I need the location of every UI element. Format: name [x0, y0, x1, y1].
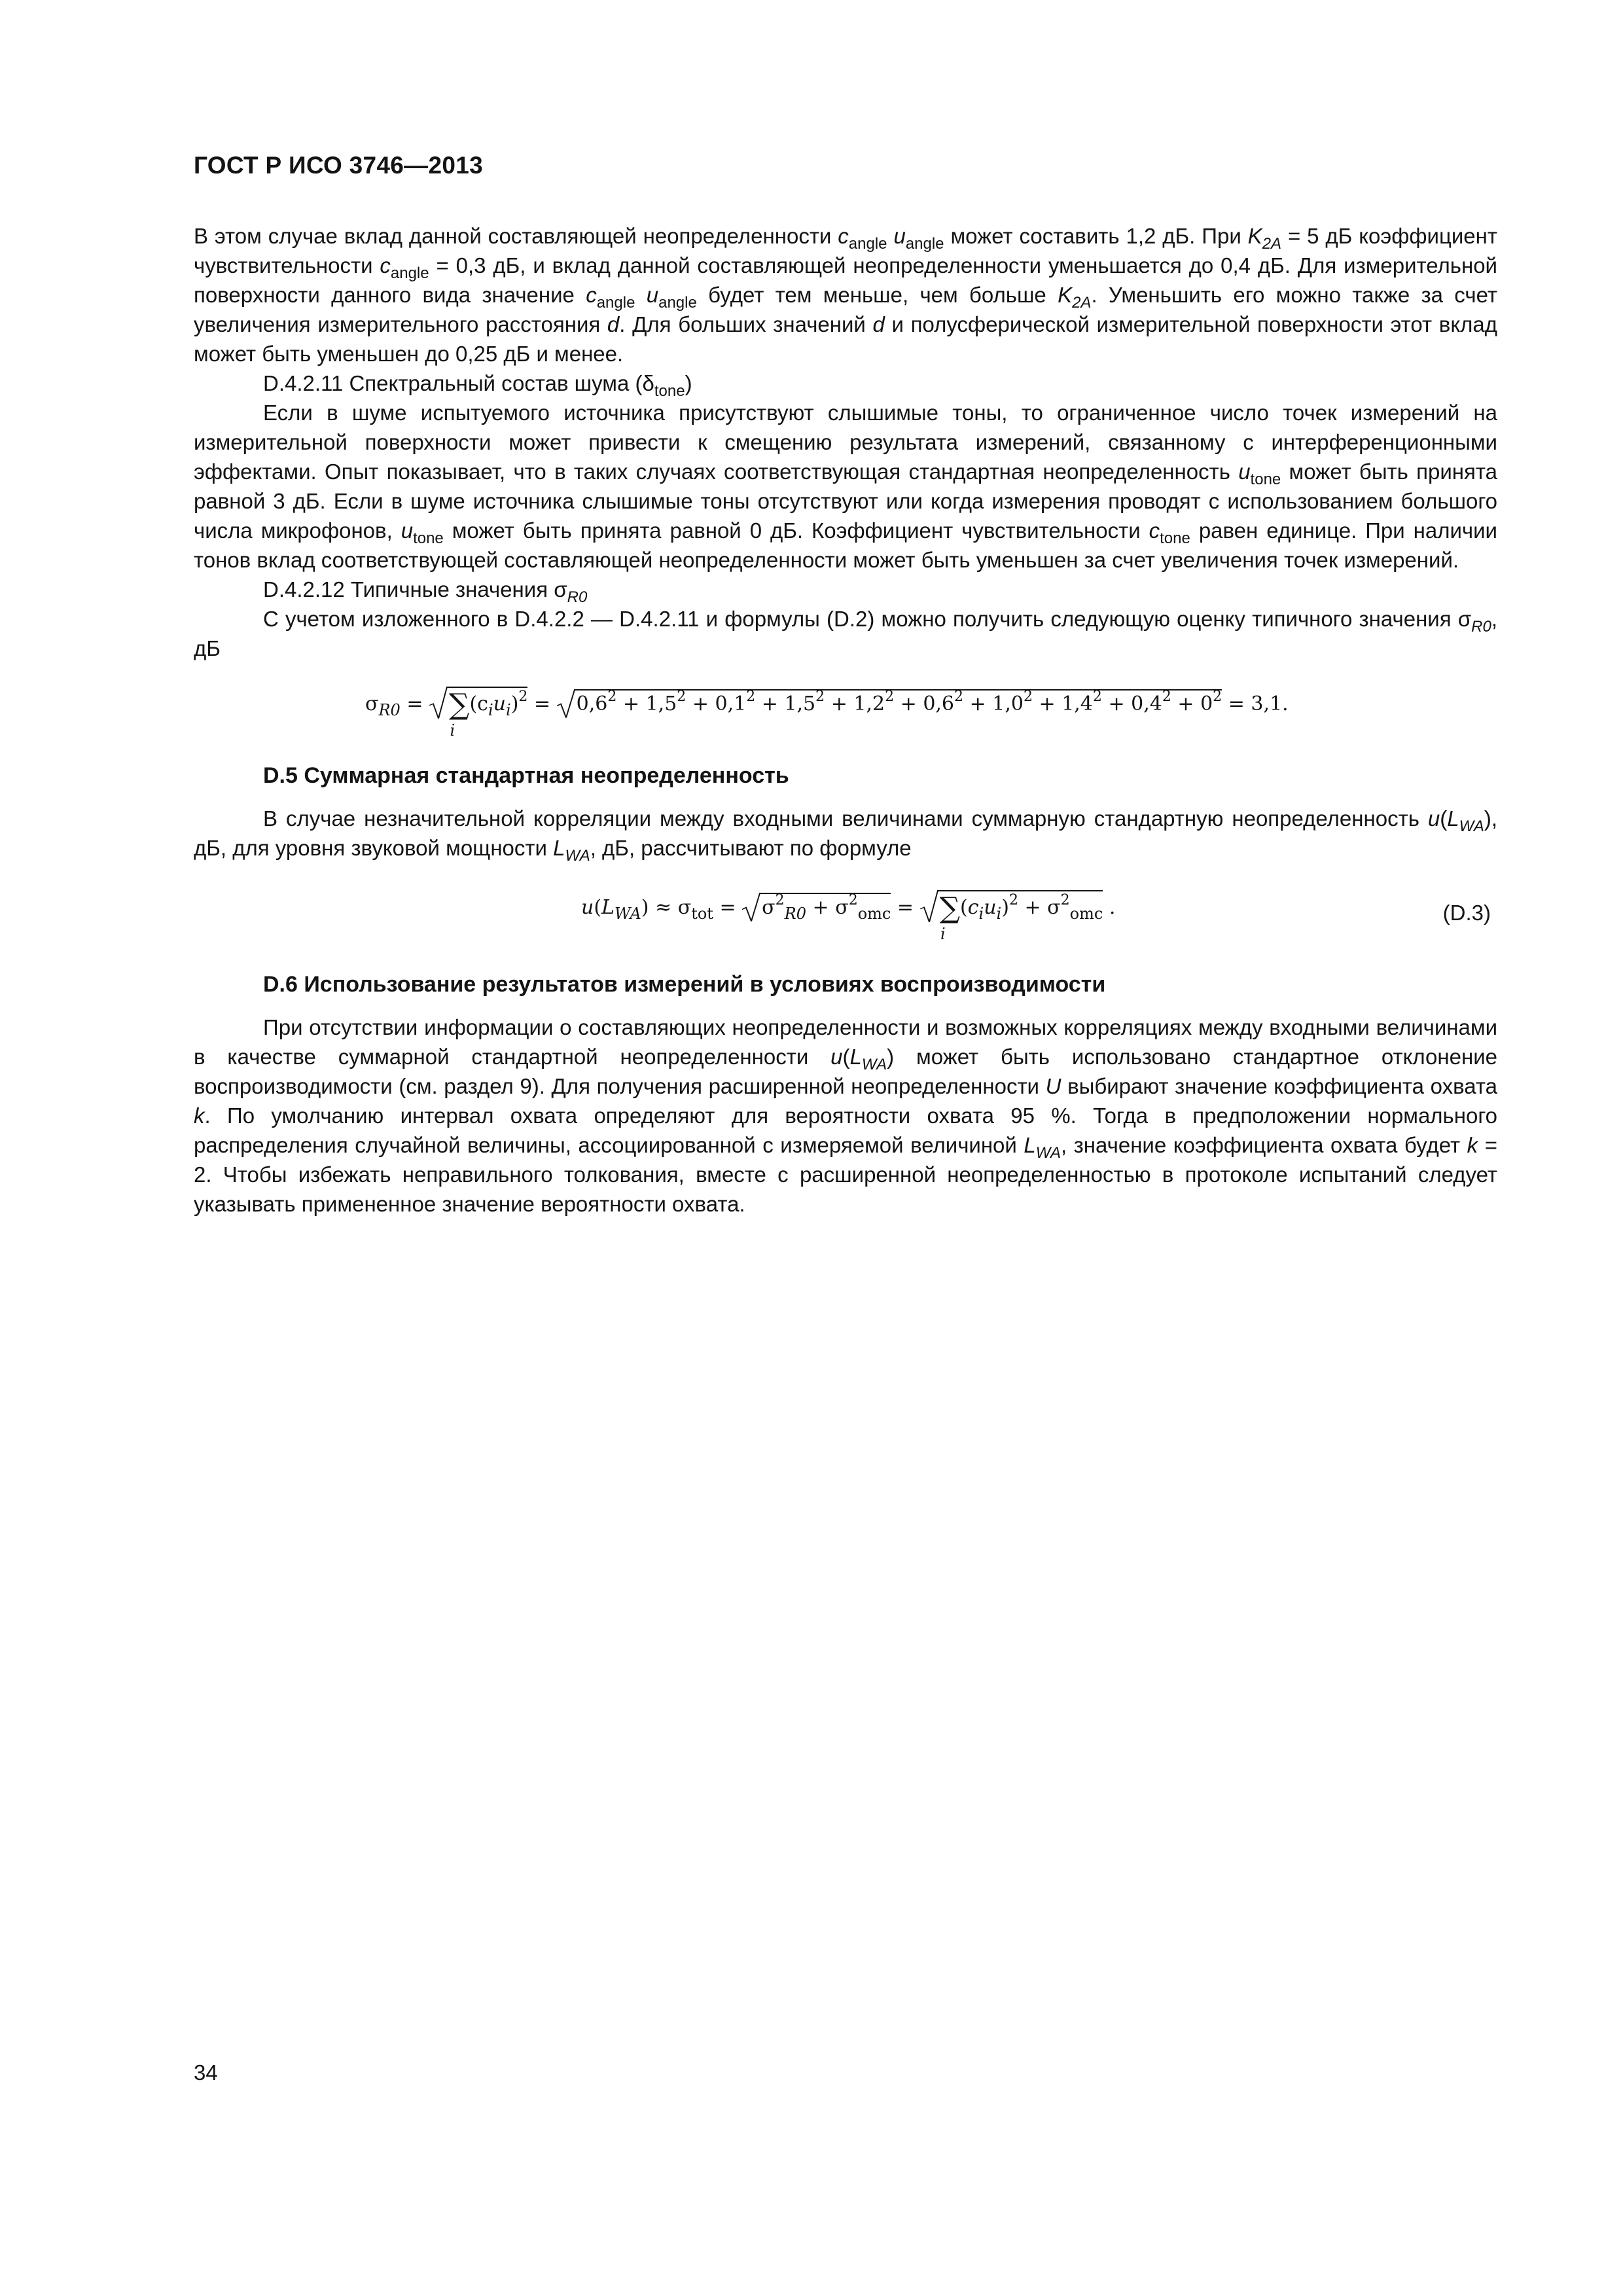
clause-title-4-2-11: D.4.2.11 Спектральный состав шума $(\delta_{tone})$: [263, 371, 692, 400]
section-heading-d6: D.6 Использование результатов измерений в условиях воспроизводимости: [263, 972, 1106, 997]
term-value: 1,5: [645, 692, 677, 715]
paragraph-angle-contribution: В этом случае вклад данной составляющей неопределенности $c_{angle}$ $u_{angle}$ может составить 1,2 дБ. При $K_{2A} = 5$ дБ коэффициент чувствительности $c_{angle} = 0,3$ дБ, и вклад данной составляющей неопределенности уменьшается до 0,4 дБ. Для измерительной поверхности данного вида значение $c_{angle}$ $u_{angle}$ будет тем меньше, чем больше $K_{2A}$. Уменьшить его можно также за счет увеличения измерительного расстояния d. Для больших значений d и полусферической измерительной поверхности этот вклад может быть уменьшен до 0,25 дБ и менее.: [194, 224, 1497, 366]
plus-sign: +: [894, 692, 923, 715]
plus-sign: +: [1101, 692, 1132, 715]
formula-sigma-r0: $\sigma_{R0}$ = ∑ i $(c_iu_i)^2$ = $0,6^2 + 1,5^2 + 0,1^2 + 1,5^2 + 1,2^2 + 0,6^2 + 1,0^2 + 1,4^2 + 0,4^2 + 0^2 = 3,1$.: [365, 688, 1289, 740]
term-value: 0,6: [576, 692, 608, 715]
term-value: 0,4: [1131, 692, 1162, 715]
summation-icon: ∑: [939, 891, 960, 925]
plus-sign: +: [755, 692, 785, 715]
document-header: ГОСТ Р ИСО 3746—2013: [194, 152, 483, 179]
section-heading-d5: D.5 Суммарная стандартная неопределенность: [263, 763, 789, 788]
plus-sign: +: [616, 692, 646, 715]
term-value: 0,1: [715, 692, 747, 715]
term-value: 1,4: [1061, 692, 1093, 715]
squared-terms: [576, 689, 1222, 715]
term-exponent: 2: [746, 689, 756, 705]
clause-title-4-2-12: D.4.2.12 Типичные значения $\sigma_{R0}$: [263, 577, 588, 606]
paragraph-combined-uncertainty: В случае незначительной корреляции между входными величинами суммарную стандартную неопределенность $u(L_{WA})$, дБ, для уровня звуковой мощности $L_{WA}$, дБ, рассчитывают по формуле: [194, 806, 1497, 865]
page-number: 34: [194, 2060, 218, 2085]
equation-number: (D.3): [1442, 901, 1491, 925]
square-root-sum: ∑ i $(c_iu_i)^2$: [429, 687, 527, 719]
plus-sign: +: [686, 692, 715, 715]
radical-sign-icon: [557, 689, 575, 719]
term-exponent: 2: [1023, 689, 1033, 705]
term-value: 1,5: [784, 692, 816, 715]
term-value: 0: [1200, 692, 1213, 715]
term-exponent: 2: [954, 689, 964, 705]
term-exponent: 2: [1092, 689, 1102, 705]
summation-icon: ∑: [449, 688, 470, 721]
page-content: [194, 221, 1497, 1219]
plus-sign: +: [1171, 692, 1201, 715]
paragraph-reproducibility: При отсутствии информации о составляющих неопределенности и возможных корреляциях между входными величинами в качестве суммарной стандартной неопределенности $u(L_{WA})$ может быть использовано стандартное отклонение воспроизводимости (см. раздел 9). Для получения расширенной неопределенности U выбирают значение коэффициента охвата k. По умолчанию интервал охвата определяют для вероятности охвата 95 %. Тогда в предположении нормального распределения случайной величины, ассоциированной с измеряемой величиной $L_{WA}$, значение коэффициента охвата будет k = 2. Чтобы избежать неправильного толкования, вместе с расширенной неопределенностью в протоколе испытаний следует указывать примененное значение вероятности охвата.: [194, 1015, 1497, 1216]
plus-sign: +: [825, 692, 854, 715]
paragraph-tone-noise: Если в шуме испытуемого источника присутствуют слышимые тоны, то ограниченное число точек измерений на измерительной поверхности может привести к смещению результата измерений, связанному с интерференционными эффектами. Опыт показывает, что в таких случаях соответствующая стандартная неопределенность $u_{tone}$ может быть принята равной 3 дБ. Если в шуме источника слышимые тоны отсутствуют или когда измерения проводят с использованием большого числа микрофонов, $u_{tone}$ может быть принята равной 0 дБ. Коэффициент чувствительности $c_{tone}$ равен единице. При наличии тонов вклад соответствующей составляющей неопределенности может быть уменьшен за счет увеличения точек измерений.: [194, 401, 1497, 572]
term-exponent: 2: [1213, 689, 1222, 705]
term-value: 1,2: [853, 692, 885, 715]
term-exponent: 2: [815, 689, 825, 705]
term-value: 0,6: [923, 692, 955, 715]
square-root-sum-omc: ∑ i $(c_iu_i)^2 + \sigma^2_{omc}$: [920, 890, 1103, 923]
term-exponent: 2: [1162, 689, 1171, 705]
term-value: 1,0: [992, 692, 1024, 715]
paragraph-typical-values: С учетом изложенного в D.4.2.2 — D.4.2.11 и формулы (D.2) можно получить следующую оценку типичного значения $\sigma_{R0}$, дБ: [194, 607, 1497, 660]
radical-sign-icon: [742, 893, 760, 922]
plus-sign: +: [1032, 692, 1062, 715]
square-root-sigma: $\sigma^2_{R0} + \sigma^2_{omc}$: [742, 893, 891, 922]
formula-d3: $u(L_{WA}) \approx \sigma_{tot}$ = $\sigma^2_{R0} + \sigma^2_{omc}$ = ∑ i $(c_iu_i)^2 + \sigma^2_{omc}$ . (D.3): [581, 891, 1491, 943]
term-exponent: 2: [677, 689, 687, 705]
radical-sign-icon: [429, 687, 448, 719]
radical-sign-icon: [920, 890, 938, 923]
plus-sign: +: [963, 692, 993, 715]
term-exponent: 2: [885, 689, 895, 705]
square-root-values: [557, 689, 1222, 719]
term-exponent: 2: [607, 689, 617, 705]
